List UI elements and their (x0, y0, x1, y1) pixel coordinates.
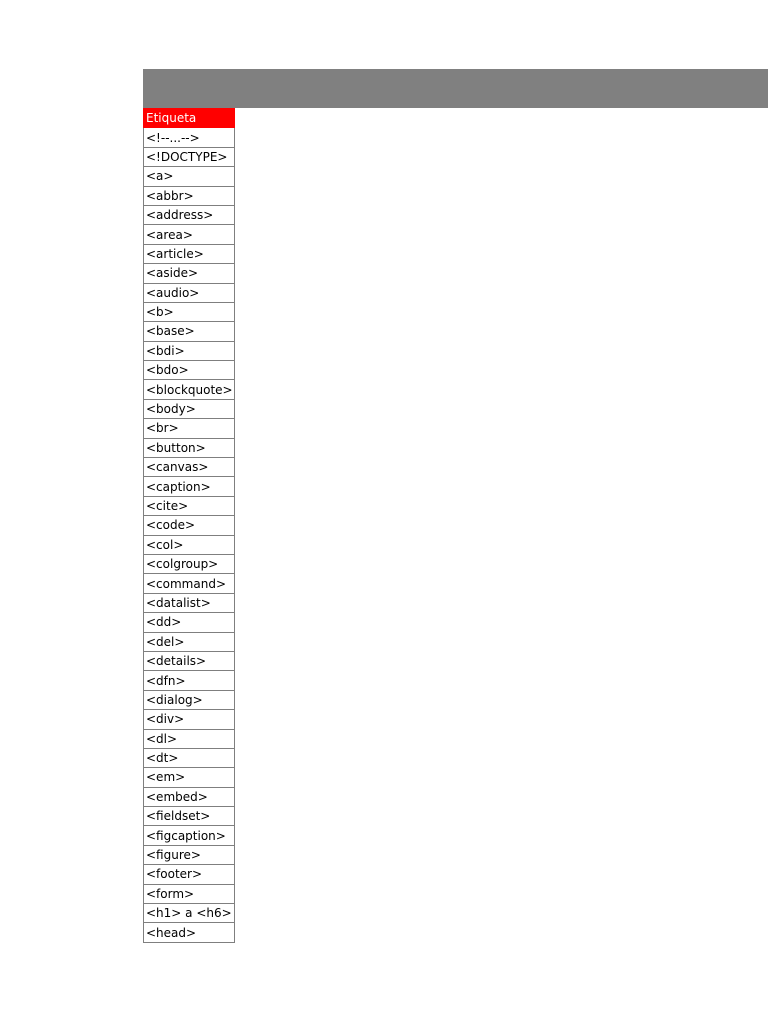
table-row (144, 729, 235, 748)
table-row (144, 264, 235, 283)
table-cell-tag: <dd> (144, 613, 235, 632)
table-row (144, 535, 235, 554)
table-row (144, 884, 235, 903)
table-cell-tag: <blockquote> (144, 380, 235, 399)
table-row (144, 826, 235, 845)
table-cell-tag: <details> (144, 651, 235, 670)
table-row (144, 554, 235, 573)
table-cell-tag: <command> (144, 574, 235, 593)
table-row (144, 302, 235, 321)
table-row (144, 496, 235, 515)
table-row (144, 865, 235, 884)
table-row (144, 225, 235, 244)
table-row (144, 186, 235, 205)
table-cell-tag: <a> (144, 167, 235, 186)
table-row (144, 438, 235, 457)
table-cell-tag: <em> (144, 768, 235, 787)
table-cell-tag: <code> (144, 516, 235, 535)
table-cell-tag: <colgroup> (144, 554, 235, 573)
table-cell-tag: <figure> (144, 845, 235, 864)
table-cell-tag: <dfn> (144, 671, 235, 690)
table-row (144, 205, 235, 224)
table-cell-tag: <cite> (144, 496, 235, 515)
table-header-row (144, 109, 235, 128)
table-cell-tag: <div> (144, 710, 235, 729)
table-row (144, 787, 235, 806)
table-row (144, 671, 235, 690)
table-row (144, 147, 235, 166)
table-cell-tag: <canvas> (144, 458, 235, 477)
table-cell-tag: <caption> (144, 477, 235, 496)
table-row (144, 419, 235, 438)
table-row (144, 904, 235, 923)
table-cell-tag: <dialog> (144, 690, 235, 709)
table-cell-tag: <b> (144, 302, 235, 321)
table-cell-tag: <abbr> (144, 186, 235, 205)
table-row (144, 613, 235, 632)
table-cell-tag: <base> (144, 322, 235, 341)
table-cell-tag: <datalist> (144, 593, 235, 612)
table-cell-tag: <bdo> (144, 361, 235, 380)
table-cell-tag: <dt> (144, 748, 235, 767)
table-row (144, 574, 235, 593)
table-row (144, 283, 235, 302)
table-cell-tag: <embed> (144, 787, 235, 806)
header-bar (143, 69, 768, 108)
table-cell-tag: <del> (144, 632, 235, 651)
table-row (144, 167, 235, 186)
table-cell-tag: <dl> (144, 729, 235, 748)
table-row (144, 244, 235, 263)
table-cell-tag: <area> (144, 225, 235, 244)
table-cell-tag: <address> (144, 205, 235, 224)
tag-table (143, 108, 235, 943)
table-row (144, 341, 235, 360)
table-row (144, 768, 235, 787)
table-cell-tag: <aside> (144, 264, 235, 283)
table-row (144, 322, 235, 341)
table-cell-tag: <form> (144, 884, 235, 903)
table-body (144, 128, 235, 942)
table-cell-tag: <!--...--> (144, 128, 235, 147)
table-row (144, 361, 235, 380)
table-row (144, 690, 235, 709)
table-cell-tag: <body> (144, 399, 235, 418)
table-cell-tag: <figcaption> (144, 826, 235, 845)
table-cell-tag: <col> (144, 535, 235, 554)
table-cell-tag: <!DOCTYPE> (144, 147, 235, 166)
table-cell-tag: <audio> (144, 283, 235, 302)
table-row (144, 477, 235, 496)
table-row (144, 593, 235, 612)
table-cell-tag: <article> (144, 244, 235, 263)
table-cell-tag: <bdi> (144, 341, 235, 360)
table-cell-tag: <button> (144, 438, 235, 457)
table-cell-tag: <fieldset> (144, 807, 235, 826)
table-row (144, 845, 235, 864)
table-row (144, 923, 235, 942)
table-cell-tag: <br> (144, 419, 235, 438)
table-row (144, 128, 235, 147)
table-cell-tag: <head> (144, 923, 235, 942)
table-row (144, 807, 235, 826)
table-row (144, 516, 235, 535)
table-row (144, 651, 235, 670)
table-row (144, 632, 235, 651)
column-header-etiqueta: Etiqueta (144, 109, 235, 128)
table-cell-tag: <footer> (144, 865, 235, 884)
table-row (144, 748, 235, 767)
table-row (144, 710, 235, 729)
table-row (144, 399, 235, 418)
table-cell-tag: <h1> a <h6> (144, 904, 235, 923)
table-row (144, 458, 235, 477)
table-row (144, 380, 235, 399)
